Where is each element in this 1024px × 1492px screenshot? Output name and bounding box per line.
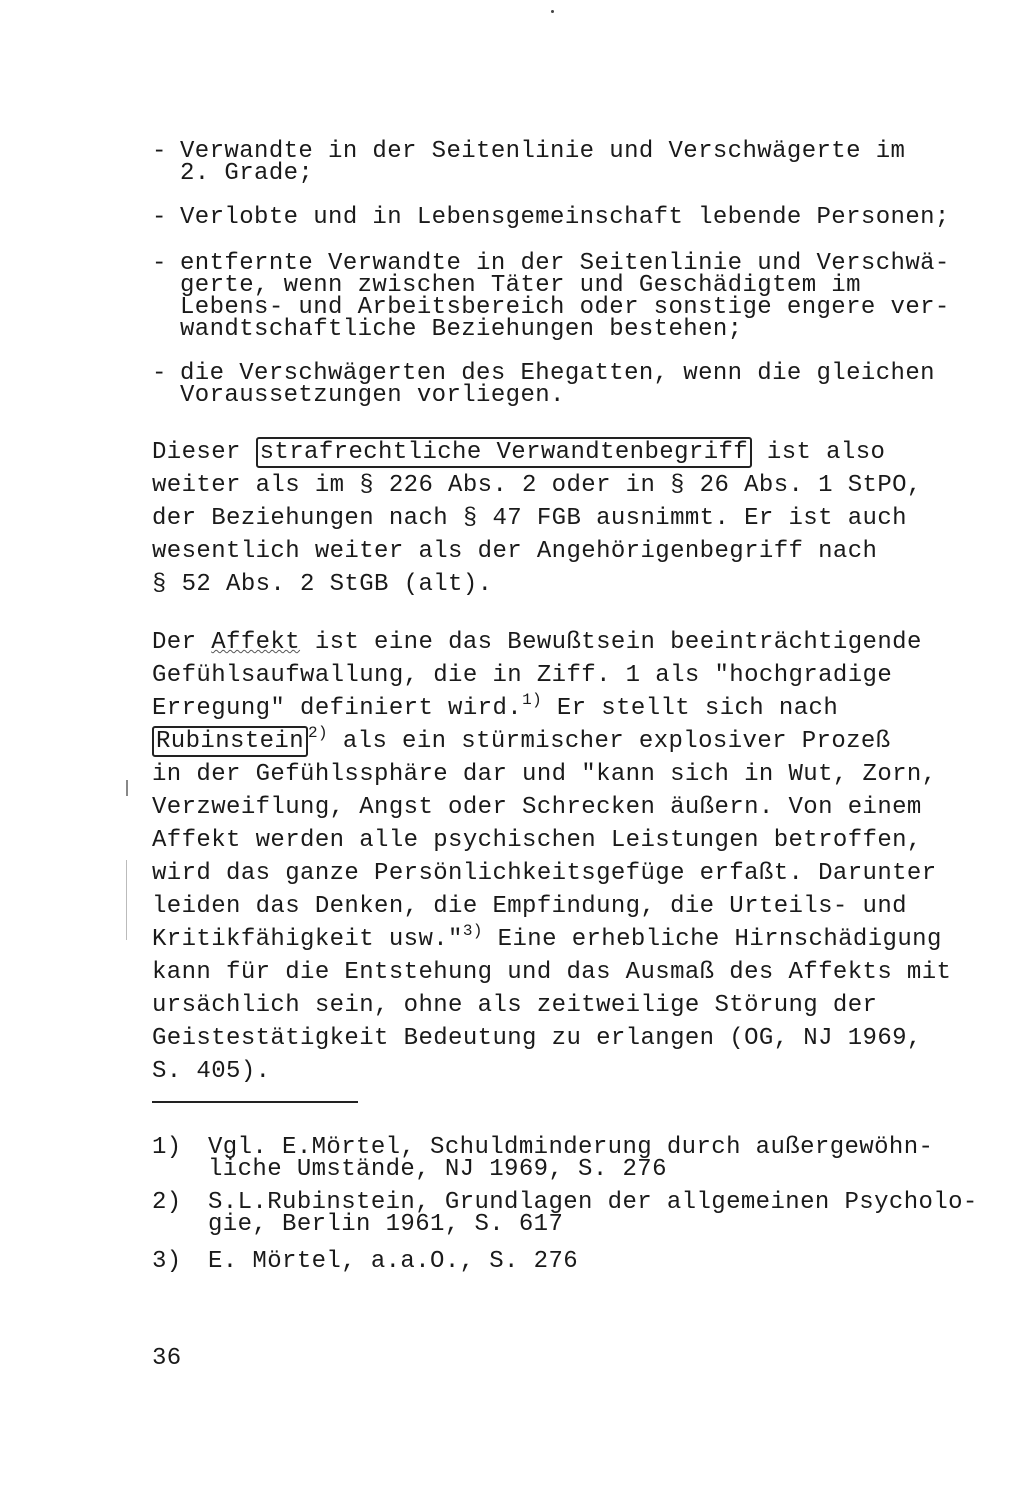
boxed-term: Rubinstein	[152, 726, 308, 757]
bullet-dash: -	[152, 250, 167, 277]
scan-speck	[551, 10, 554, 13]
bullet-dash: -	[152, 360, 167, 387]
footnote-line: liche Umstände, NJ 1969, S. 276	[208, 1156, 667, 1183]
list-item	[152, 138, 912, 187]
paragraph-line: Affekt werden alle psychischen Leistungen betroffen,	[152, 827, 922, 854]
paragraph-line: in der Gefühlssphäre dar und "kann sich in Wut, Zorn,	[152, 761, 937, 788]
text-span: als ein stürmischer explosiver Prozeß	[328, 728, 891, 755]
list-item-line: wandtschaftliche Beziehungen bestehen;	[180, 316, 743, 343]
paragraph-line	[152, 692, 912, 725]
margin-mark	[126, 780, 128, 796]
footnote	[152, 1134, 934, 1183]
text-span: Er stellt sich nach	[542, 695, 839, 722]
list-item	[152, 250, 950, 343]
footnote-line: S.L.Rubinstein, Grundlagen der allgemeinen Psycholo-	[208, 1189, 978, 1216]
list-item-line: gerte, wenn zwischen Täter und Geschädigtem im	[180, 272, 861, 299]
footnote-ref: 3)	[462, 922, 483, 940]
paragraph-line: wird das ganze Persönlichkeitsgefüge erfaßt. Darunter	[152, 860, 937, 887]
list-item-line: Verwandte in der Seitenlinie und Verschwägerte im	[180, 138, 906, 165]
list-item-line: 2. Grade;	[180, 160, 314, 187]
paragraph-line: Verzweiflung, Angst oder Schrecken äußern. Von einem	[152, 794, 922, 821]
text-span: Kritikfähigkeit usw."	[152, 926, 463, 953]
list-item-line: Verlobte und in Lebensgemeinschaft lebende Personen;	[180, 204, 950, 231]
paragraph-line	[152, 725, 912, 758]
text-span: Dieser	[152, 439, 256, 466]
page-number: 36	[152, 1345, 182, 1372]
list-item-line: Lebens- und Arbeitsbereich oder sonstige engere ver-	[180, 294, 950, 321]
text-span: ist eine das Bewußtsein beeinträchtigende	[300, 629, 922, 656]
list-item	[152, 360, 935, 409]
paragraph-line: Gefühlsaufwallung, die in Ziff. 1 als "hochgradige	[152, 662, 893, 689]
paragraph-line	[152, 436, 912, 469]
footnote-number: 2)	[152, 1189, 182, 1216]
paragraph-line: ursächlich sein, ohne als zeitweilige Störung der	[152, 992, 878, 1019]
paragraph-line: Geistestätigkeit Bedeutung zu erlangen (OG, NJ 1969,	[152, 1025, 922, 1052]
underlined-term: Affekt	[211, 629, 301, 656]
text-span: Eine erhebliche Hirnschädigung	[482, 926, 942, 953]
margin-mark	[126, 860, 127, 940]
paragraph-line: S. 405).	[152, 1058, 271, 1085]
footnote	[152, 1189, 978, 1238]
footnote	[152, 1248, 912, 1275]
paragraph-line: § 52 Abs. 2 StGB (alt).	[152, 571, 493, 598]
paragraph-line: kann für die Entstehung und das Ausmaß des Affekts mit	[152, 959, 952, 986]
list-item	[152, 204, 950, 231]
footnote-rule	[152, 1101, 358, 1103]
text-span: ist also	[752, 439, 886, 466]
paragraph-line: weiter als im § 226 Abs. 2 oder in § 26 Abs. 1 StPO,	[152, 472, 922, 499]
paragraph-line: leiden das Denken, die Empfindung, die Urteils- und	[152, 893, 907, 920]
footnote-number: 3)	[152, 1248, 182, 1275]
footnote-number: 1)	[152, 1134, 182, 1161]
bullet-dash: -	[152, 204, 167, 231]
footnote-line: gie, Berlin 1961, S. 617	[208, 1211, 564, 1238]
footnote-ref: 1)	[522, 691, 543, 709]
footnote-ref: 2)	[308, 724, 329, 742]
paragraph-line: wesentlich weiter als der Angehörigenbegriff nach	[152, 538, 878, 565]
paragraph-line	[152, 922, 942, 956]
list-item-line: entfernte Verwandte in der Seitenlinie und Verschwä-	[180, 250, 950, 277]
text-span: Der	[152, 629, 212, 656]
paragraph-line	[152, 626, 922, 659]
footnote-line: E. Mörtel, a.a.O., S. 276	[208, 1248, 579, 1275]
paragraph-line: der Beziehungen nach § 47 FGB ausnimmt. Er ist auch	[152, 505, 907, 532]
list-item-line: Voraussetzungen vorliegen.	[180, 382, 565, 409]
boxed-term: strafrechtliche Verwandtenbegriff	[256, 437, 752, 468]
text-span: Erregung" definiert wird.	[152, 695, 523, 722]
bullet-dash: -	[152, 138, 167, 165]
list-item-line: die Verschwägerten des Ehegatten, wenn die gleichen	[180, 360, 935, 387]
footnote-line: Vgl. E.Mörtel, Schuldminderung durch außergewöhn-	[208, 1134, 934, 1161]
